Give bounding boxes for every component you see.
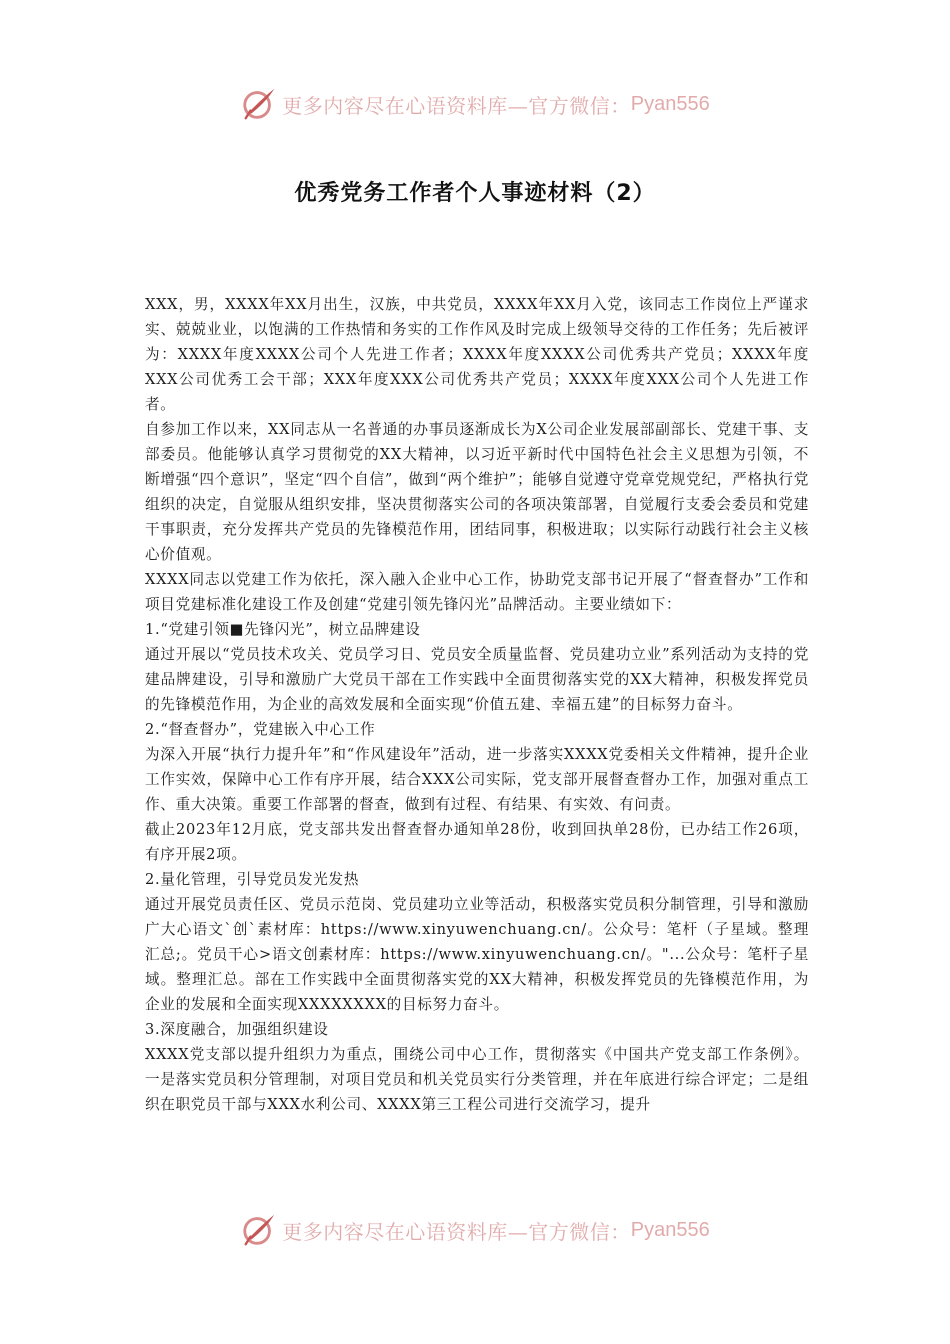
banner-text: 更多内容尽在心语资料库—官方微信：: [282, 93, 631, 118]
section-heading: 2.量化管理，引导党员发光发热: [145, 871, 360, 888]
paragraph: 通过开展党员责任区、党员示范岗、党员建功立业等活动，积极落实党员积分制管理，引导和激励广大心语文`创`素材库：https://www.xinyuwenchuang.cn/。公众号：笔杆（子星域。整理汇总;。党员干心>语文创素材库：https://www.xinyuwenchuang.cn/。"...公众号：笔杆子星域。整理汇总。部在工作实践中全面贯彻落实党的XX大精神，积极发挥党员的先锋模范作用，为企业的发展和全面实现XXXXXXXX的目标努力奋斗。: [145, 896, 809, 1013]
section-heading: 3.深度融合，加强组织建设: [145, 1021, 329, 1038]
section-heading: 2.“督查督办”，党建嵌入中心工作: [145, 721, 376, 738]
quill-logo-icon: [240, 85, 278, 123]
section-heading: 1.“党建引领■先锋闪光”，树立品牌建设: [145, 621, 421, 638]
paragraph: 自参加工作以来，XX同志从一名普通的办事员逐渐成长为X公司企业发展部副部长、党建干事、支部委员。他能够认真学习贯彻党的XX大精神，以习近平新时代中国特色社会主义思想为引领，不断增强“四个意识”，坚定“四个自信”，做到“两个维护”；能够自觉遵守党章党规党纪，严格执行党组织的决定，自觉服从组织安排，坚决贯彻落实公司的各项决策部署，自觉履行支委会委员和党建干事职责，充分发挥共产党员的先锋模范作用，团结同事，积极进取；以实际行动践行社会主义核心价值观。: [145, 421, 809, 563]
paragraph: XXXX党支部以提升组织力为重点，围绕公司中心工作，贯彻落实《中国共产党支部工作条例》。一是落实党员积分管理制，对项目党员和机关党员实行分类管理，并在年底进行综合评定；二是组织在职党员干部与XXX水利公司、XXXX第三工程公司进行交流学习，提升: [145, 1046, 809, 1113]
footer-banner: [0, 1208, 950, 1252]
paragraph: XXX，男，XXXX年XX月出生，汉族，中共党员，XXXX年XX月入党，该同志工作岗位上严谨求实、兢兢业业，以饱满的工作热情和务实的工作作风及时完成上级领导交待的工作任务；先后被评为：XXXX年度XXXX公司个人先进工作者；XXXX年度XXXX公司优秀共产党员；XXXX年度XXX公司优秀工会干部；XXX年度XXX公司优秀共产党员；XXXX年度XXX公司个人先进工作者。: [145, 296, 809, 413]
paragraph: 为深入开展“执行力提升年”和“作风建设年”活动，进一步落实XXXX党委相关文件精神，提升企业工作实效，保障中心工作有序开展，结合XXX公司实际，党支部开展督查督办工作，加强对重点工作、重大决策。重要工作部署的督查，做到有过程、有结果、有实效、有问责。: [145, 746, 809, 813]
banner-wechat-id: Pyan556: [630, 92, 710, 115]
paragraph: XXXX同志以党建工作为依托，深入融入企业中心工作，协助党支部书记开展了“督查督办”工作和项目党建标准化建设工作及创建“党建引领先锋闪光”品牌活动。主要业绩如下：: [145, 571, 809, 613]
paragraph: 截止2023年12月底，党支部共发出督查督办通知单28份，收到回执单28份，已办结工作26项，有序开展2项。: [145, 821, 809, 863]
header-banner: [0, 82, 950, 126]
banner-text: 更多内容尽在心语资料库—官方微信：: [282, 1219, 631, 1244]
document-title: 优秀党务工作者个人事迹材料（2）: [294, 181, 656, 206]
quill-logo-icon: [240, 1211, 278, 1249]
document-body: [145, 292, 809, 1117]
banner-wechat-id: Pyan556: [630, 1218, 710, 1241]
paragraph: 通过开展以“党员技术攻关、党员学习日、党员安全质量监督、党员建功立业”系列活动为支持的党建品牌建设，引导和激励广大党员干部在工作实践中全面贯彻落实党的XX大精神，积极发挥党员的先锋模范作用，为企业的高效发展和全面实现“价值五建、幸福五建”的目标努力奋斗。: [145, 646, 809, 713]
